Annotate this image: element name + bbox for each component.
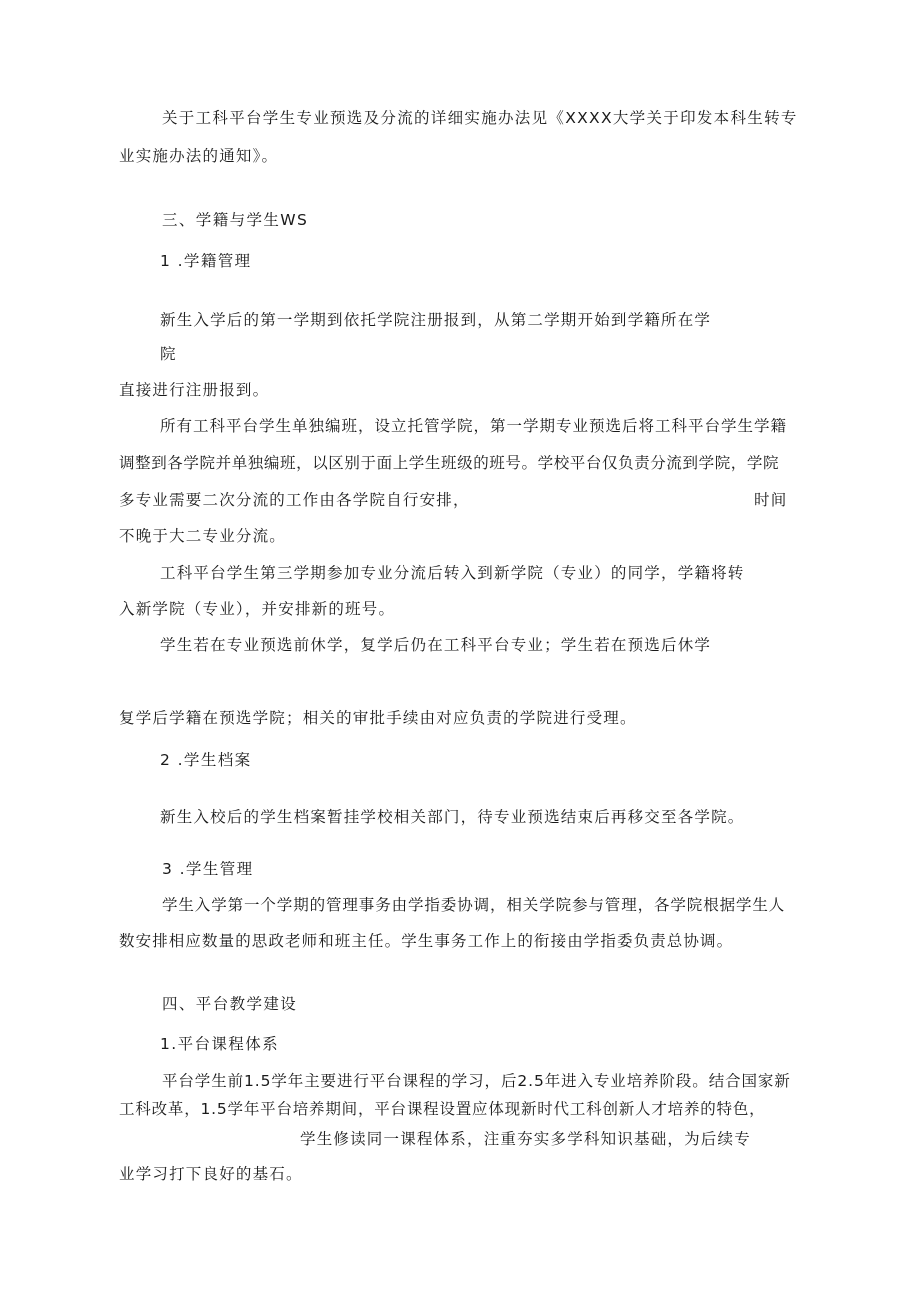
paragraph-line: 关于工科平台学生专业预选及分流的详细实施办法见《XXXX大学关于印发本科生转专 — [162, 109, 798, 127]
paragraph-line: 时间 — [754, 491, 788, 509]
paragraph-line: 新生入校后的学生档案暂挂学校相关部门，待专业预选结束后再移交至各学院。 — [160, 808, 745, 826]
paragraph-line: 直接进行注册报到。 — [119, 381, 270, 399]
subsection-heading: 3 .学生管理 — [162, 860, 254, 878]
paragraph-line: 多专业需要二次分流的工作由各学院自行安排， — [119, 491, 470, 509]
paragraph-line: 学生修读同一课程体系，注重夯实多学科知识基础，为后续专 — [300, 1130, 751, 1148]
paragraph-line: 数安排相应数量的思政老师和班主任。学生事务工作上的衔接由学指委负责总协调。 — [119, 932, 734, 950]
paragraph-line: 院 — [160, 345, 177, 363]
paragraph-line: 业实施办法的通知》。 — [119, 147, 279, 165]
subsection-heading: 2 .学生档案 — [160, 751, 252, 769]
paragraph-line: 入新学院（专业），并安排新的班号。 — [119, 600, 396, 618]
paragraph-line: 学生入学第一个学期的管理事务由学指委协调，相关学院参与管理，各学院根据学生人 — [162, 896, 786, 914]
paragraph-line: 业学习打下良好的基石。 — [119, 1165, 303, 1183]
section-heading: 四、平台教学建设 — [162, 995, 298, 1013]
paragraph-line: 不晚于大二专业分流。 — [119, 527, 287, 545]
paragraph-line: 工科平台学生第三学期参加专业分流后转入到新学院（专业）的同学，学籍将转 — [160, 564, 745, 582]
subsection-heading: 1.平台课程体系 — [160, 1035, 279, 1053]
paragraph-line: 工科改革，1.5学年平台培养期间，平台课程设置应体现新时代工科创新人才培养的特色， — [119, 1100, 766, 1118]
paragraph-line: 学生若在专业预选前休学，复学后仍在工科平台专业；学生若在预选后休学 — [160, 636, 712, 654]
paragraph-line: 所有工科平台学生单独编班，设立托管学院，第一学期专业预选后将工科平台学生学籍 — [160, 417, 788, 435]
paragraph-line: 新生入学后的第一学期到依托学院注册报到，从第二学期开始到学籍所在学 — [160, 311, 712, 329]
paragraph-line: 调整到各学院并单独编班，以区别于面上学生班级的班号。学校平台仅负责分流到学院，学院 — [119, 454, 780, 472]
section-heading: 三、学籍与学生WS — [162, 211, 309, 229]
paragraph-line: 复学后学籍在预选学院；相关的审批手续由对应负责的学院进行受理。 — [119, 709, 637, 727]
paragraph-line: 平台学生前1.5学年主要进行平台课程的学习，后2.5年进入专业培养阶段。结合国家新 — [162, 1072, 791, 1090]
subsection-heading: 1 .学籍管理 — [160, 252, 252, 270]
